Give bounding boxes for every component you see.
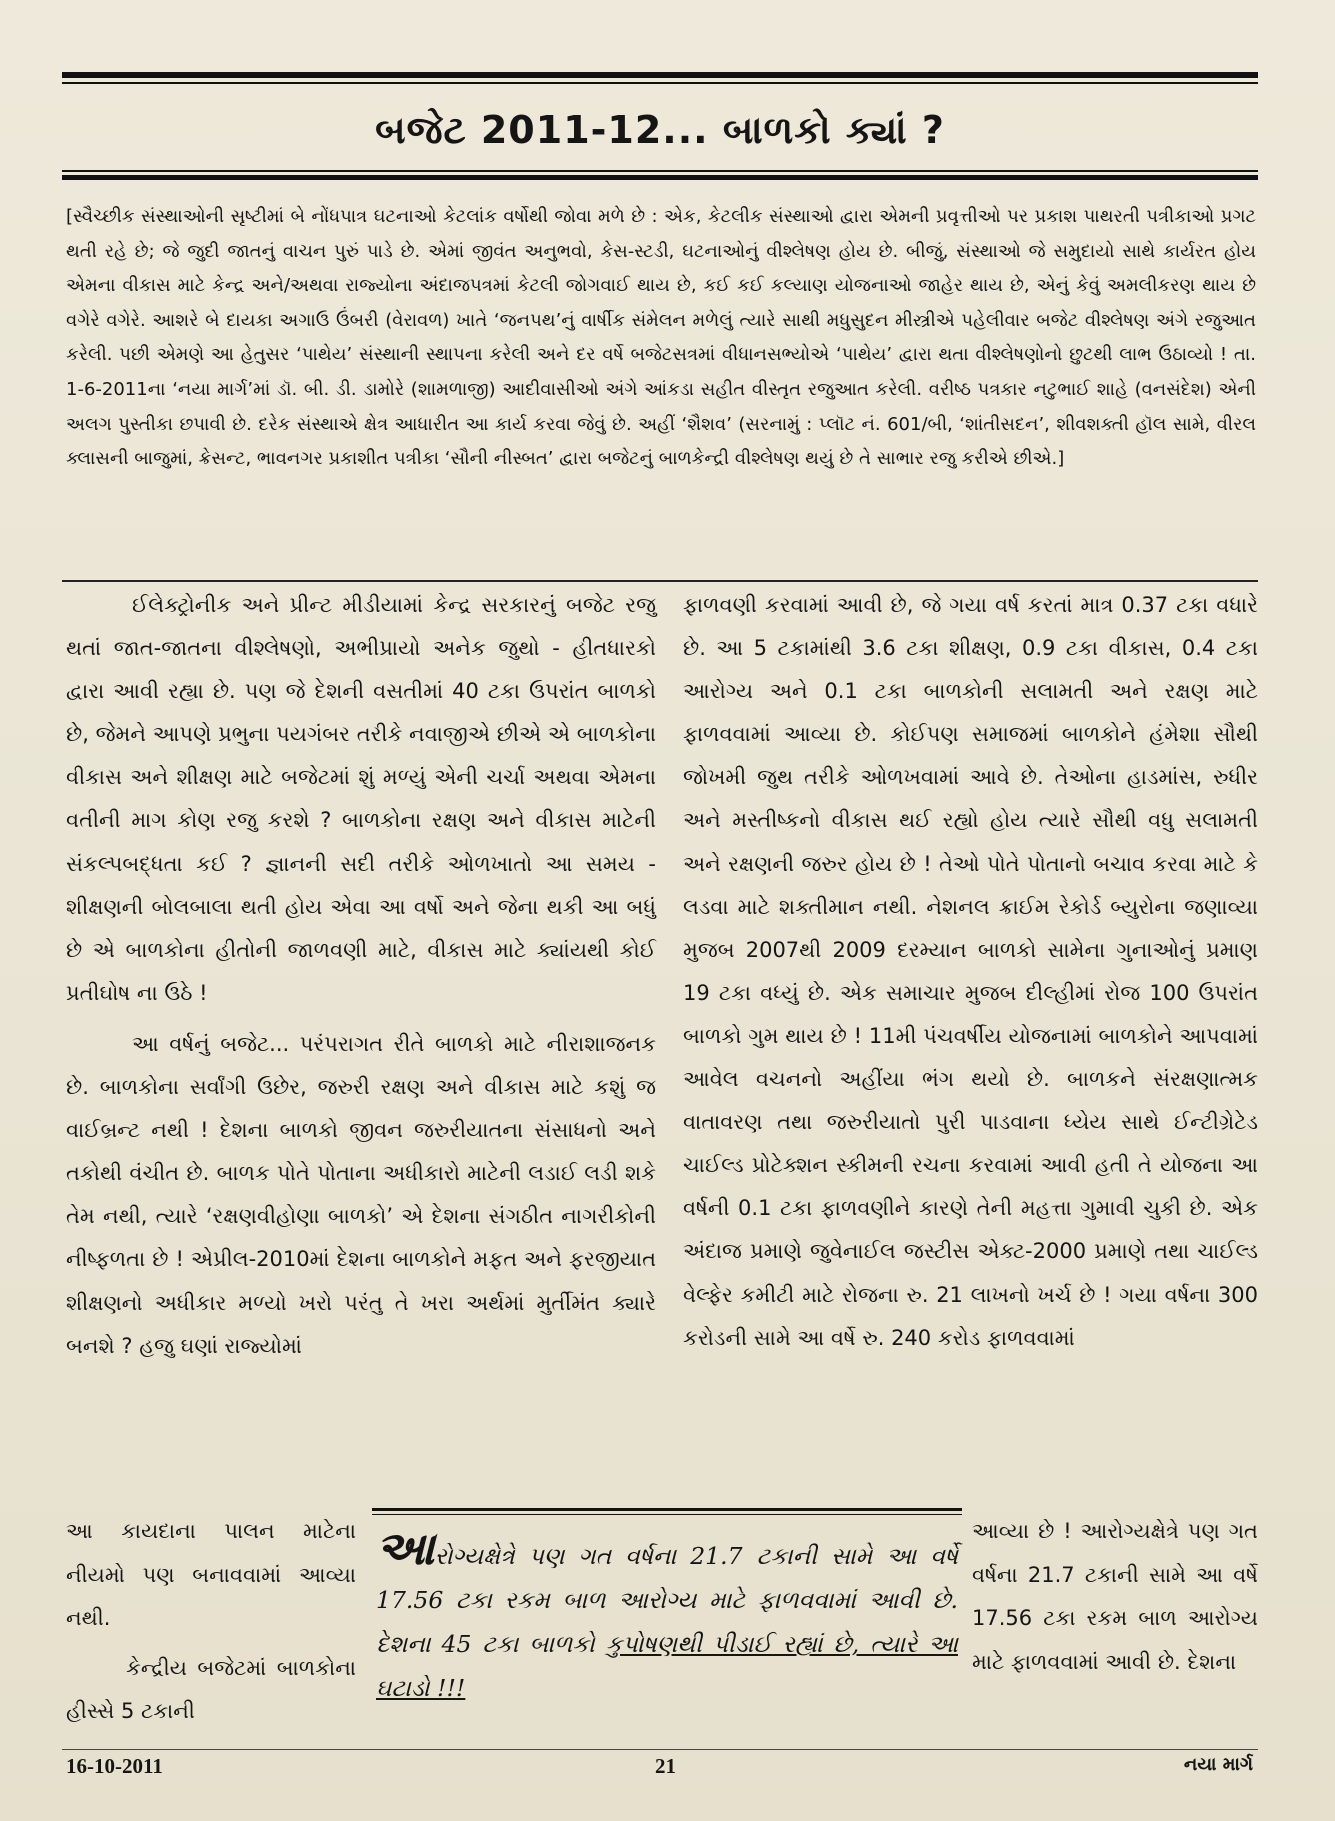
right-paragraph: ફાળવણી કરવામાં આવી છે, જે ગયા વર્ષ કરતાં માત્ર 0.37 ટકા વધારે છે. આ 5 ટકામાંથી 3.6 ટકા શીક્ષણ, 0.9 ટકા વીકાસ, 0.4 ટકા આરોગ્ય અને 0.1 ટકા બાળકોની સલામતી અને રક્ષણ માટે ફાળવવામાં આવ્યા છે. કોઈપણ સમાજમાં બાળકોને હંમેશા સૌથી જોખમી જુથ તરીકે ઓળખવામાં આવે છે. તેઓના હાડમાંસ, રુધીર અને મસ્તીષ્કનો વીકાસ થઈ રહ્યો હોય ત્યારે સૌથી વધુ સલામતી અને રક્ષણની જરુર હોય છે ! તેઓ પોતે પોતાનો બચાવ કરવા માટે કે લડવા માટે શક્તીમાન નથી. નેશનલ ક્રાઈમ રેકોર્ડ બ્યુરોના જણાવ્યા મુજબ 2007થી 2009 દરમ્યાન બાળકો સામેના ગુનાઓનું પ્રમાણ 19 ટકા વધ્યું છે. એક સમાચાર મુજબ દીલ્હીમાં રોજ 100 ઉપરાંત બાળકો ગુમ થાય છે ! 11મી પંચવર્ષીય યોજનામાં બાળકોને આપવામાં આવેલ વચનનો અહીંયા ભંગ થયો છે. બાળકને સંરક્ષણાત્મક વાતાવરણ તથા જરુરીયાતો પુરી પાડવાના ધ્યેય સાથે ઈન્ટીગ્રેટેડ ચાઈલ્ડ પ્રોટેક્શન સ્કીમની રચના કરવામાં આવી હતી તે યોજના આ વર્ષની 0.1 ટકા ફાળવણીને કારણે તેની મહત્તા ગુમાવી ચુકી છે. એક અંદાજ પ્રમાણે જુવેનાઈલ જસ્ટીસ એક્ટ-2000 પ્રમાણે તથા ચાઈલ્ડ વેલ્ફેર કમીટી માટે રોજના રુ. 21 લાખનો ખર્ચ છે ! ગયા વર્ષના 300 કરોડની સામે આ વર્ષે રુ. 240 કરોડ ફાળવવામાં: [683, 593, 1258, 1350]
right-bottom-column: [972, 1510, 1258, 1684]
footer-rule: [62, 1749, 1258, 1750]
intro-divider: [62, 580, 1258, 582]
left-paragraph-2: આ વર્ષનું બજેટ... પરંપરાગત રીતે બાળકો માટે નીરાશાજનક છે. બાળકોના સર્વાંગી ઉછેર, જરુરી રક્ષણ અને વીકાસ માટે કશું જ વાઈબ્રન્ટ નથી ! દેશના બાળકો જીવન જરુરીયાતના સંસાધનો અને તકોથી વંચીત છે. બાળક પોતે પોતાના અધીકારો માટેની લડાઈ લડી શકે તેમ નથી, ત્યારે ‘રક્ષણવીહોણા બાળકો’ એ દેશના સંગઠીત નાગરીકોની નીષ્ફળતા છે ! એપ્રીલ-2010માં દેશના બાળકોને મફત અને ફરજીયાત શીક્ષણનો અધીકાર મળ્યો ખરો પરંતુ તે ખરા અર્થમાં મુર્તીમંત ક્યારે બનશે ? હજુ ઘણાં રાજ્યોમાં: [66, 1031, 656, 1358]
pull-quote-top-rule-thin: [372, 1514, 962, 1515]
title-rule-thick: [62, 175, 1258, 180]
article-title: બજેટ 2011-12... બાળકો ક્યાં ?: [375, 108, 945, 152]
pull-quote-text: [376, 1521, 958, 1710]
left-paragraph-1: ઈલેક્ટ્રોનીક અને પ્રીન્ટ મીડીયામાં કેન્દ્ર સરકારનું બજેટ રજુ થતાં જાત-જાતના વીશ્લેષણો, અભીપ્રાયો અનેક જુથો - હીતધારકો દ્વારા આવી રહ્યા છે. પણ જે દેશની વસતીમાં 40 ટકા ઉપરાંત બાળકો છે, જેમને આપણે પ્રભુના પયગંબર તરીકે નવાજીએ છીએ એ બાળકોના વીકાસ અને શીક્ષણ માટે બજેટમાં શું મળ્યું એની ચર્ચા અથવા એમના વતીની માગ કોણ રજુ કરશે ? બાળકોના રક્ષણ અને વીકાસ માટેની સંકલ્પબદ્ધતા કઈ ? જ્ઞાનની સદી તરીકે ઓળખાતો આ સમય - શીક્ષણની બોલબાલા થતી હોય એવા આ વર્ષો અને જેના થકી આ બધું છે એ બાળકોના હીતોની જાળવણી માટે, વીકાસ માટે ક્યાંયથી કોઈ પ્રતીઘોષ ના ઉઠે !: [66, 593, 656, 1005]
right-bottom-paragraph: આવ્યા છે ! આરોગ્યક્ષેત્રે પણ ગત વર્ષના 21.7 ટકાની સામે આ વર્ષે 17.56 ટકા રકમ બાળ આરોગ્ય માટે ફાળવવામાં આવી છે. દેશના: [972, 1519, 1258, 1674]
header-rule-thick: [62, 72, 1258, 78]
title-rule-thin: [62, 170, 1258, 172]
pull-quote-body: રોગ્યક્ષેત્રે પણ ગત વર્ષના 21.7 ટકાની સામે આ વર્ષે 17.56 ટકા રકમ બાળ આરોગ્ય માટે ફાળવવામાં આવી છે. દેશના 45 ટકા બાળકો: [376, 1542, 958, 1658]
pull-quote: [372, 1508, 962, 1733]
header-rule-thin: [62, 82, 1258, 84]
left-bottom-paragraph-2: કેન્દ્રીય બજેટમાં બાળકોના હીસ્સે 5 ટકાની: [66, 1655, 356, 1723]
pull-quote-dropcap: આ: [376, 1521, 435, 1575]
pull-quote-top-rule: [372, 1508, 962, 1511]
title-block: [62, 100, 1258, 160]
intro-paragraph: [સ્વૈચ્છીક સંસ્થાઓની સૃષ્ટીમાં બે નોંધપાત્ર ઘટનાઓ કેટલાંક વર્ષોથી જોવા મળે છે : એક, કેટલીક સંસ્થાઓ દ્વારા એમની પ્રવૃત્તીઓ પર પ્રકાશ પાથરતી પત્રીકાઓ પ્રગટ થતી રહે છે; જે જુદી જાતનું વાચન પુરું પાડે છે. એમાં જીવંત અનુભવો, કેસ-સ્ટડી, ઘટનાઓનું વીશ્લેષણ હોય છે. બીજું, સંસ્થાઓ જે સમુદાયો સાથે કાર્યરત હોય એમના વીકાસ માટે કેન્દ્ર અને/અથવા રાજ્યોના અંદાજપત્રમાં કેટલી જોગવાઈ થાય છે, કઈ કઈ કલ્યાણ યોજનાઓ જાહેર થાય છે, એનું કેવું અમલીકરણ થાય છે વગેરે વગેરે. આશરે બે દાયકા અગાઉ ઉંબરી (વેરાવળ) ખાતે ‘જનપથ’નું વાર્ષીક સંમેલન મળેલું ત્યારે સાથી મધુસુદન મીસ્ત્રીએ પહેલીવાર બજેટ વીશ્લેષણ અંગે રજુઆત કરેલી. પછી એમણે આ હેતુસર ‘પાથેય’ સંસ્થાની સ્થાપના કરેલી અને દર વર્ષે બજેટસત્રમાં વીધાનસભ્યોએ ‘પાથેય’ દ્વારા થતા વીશ્લેષણોનો છુટથી લાભ ઉઠાવ્યો ! તા. 1-6-2011ના ‘નયા માર્ગ’માં ડૉ. બી. ડી. ડામોરે (શામળાજી) આદીવાસીઓ અંગે આંકડા સહીત વીસ્તૃત રજુઆત કરેલી. વરીષ્ઠ પત્રકાર નટુભાઈ શાહે (વનસંદેશ) એની અલગ પુસ્તીકા છપાવી છે. દરેક સંસ્થાએ ક્ષેત્ર આધારીત આ કાર્ય કરવા જેવું છે. અહીં ‘શૈશવ’ (સરનામું : પ્લૉટ નં. 601/બી, ‘શાંતીસદન’, શીવશક્તી હૉલ સામે, વીરલ ક્લાસની બાજુમાં, ક્રેસન્ટ, ભાવનગર પ્રકાશીત પત્રીકા ‘સૌની નીસ્બત’ દ્વારા બજેટનું બાળકેન્દ્રી વીશ્લેષણ થયું છે તે સાભાર રજુ કરીએ છીએ.]: [66, 206, 1256, 470]
left-bottom-paragraph-1: આ કાયદાના પાલન માટેના નીયમો પણ બનાવવામાં આવ્યા નથી.: [66, 1519, 356, 1630]
page-number: 21: [655, 1754, 676, 1778]
magazine-name: નયા માર્ગ: [1183, 1754, 1253, 1775]
footer-date: 16-10-2011: [66, 1754, 163, 1778]
right-column: [683, 584, 1258, 1360]
left-bottom-column: [66, 1510, 356, 1734]
left-column: [66, 584, 656, 1368]
pull-quote-underlined: કુપોષણથી પીડાઈ રહ્યાં છે, ત્યારે આ ઘટાડો !!!: [376, 1630, 958, 1702]
intro-note: [66, 200, 1256, 477]
